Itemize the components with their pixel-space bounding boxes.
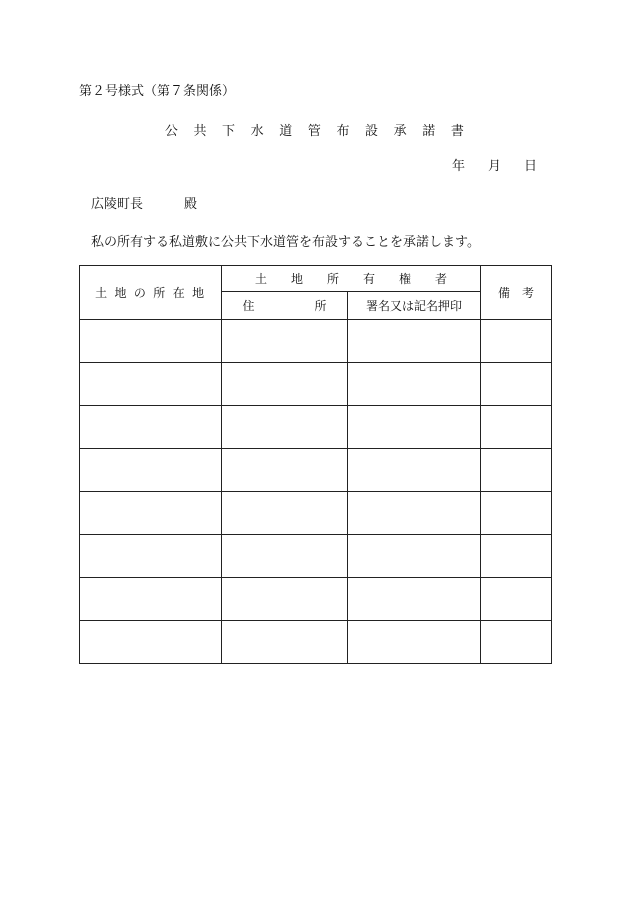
cell-land-location[interactable] xyxy=(80,363,222,406)
month-label: 月 xyxy=(488,159,502,174)
cell-signature[interactable] xyxy=(348,535,481,578)
cell-remarks[interactable] xyxy=(481,406,552,449)
cell-address[interactable] xyxy=(222,449,348,492)
cell-signature[interactable] xyxy=(348,406,481,449)
cell-land-location[interactable] xyxy=(80,492,222,535)
consent-statement: 私の所有する私道敷に公共下水道管を布設することを承諾します。 xyxy=(91,235,480,250)
cell-remarks[interactable] xyxy=(481,578,552,621)
cell-remarks[interactable] xyxy=(481,320,552,363)
addressee-name: 広陵町長 xyxy=(91,197,144,212)
table-row xyxy=(80,492,552,535)
addressee xyxy=(91,193,198,212)
header-signature: 署名又は記名押印 xyxy=(348,292,481,320)
cell-signature[interactable] xyxy=(348,449,481,492)
cell-signature[interactable] xyxy=(348,363,481,406)
cell-address[interactable] xyxy=(222,621,348,664)
cell-remarks[interactable] xyxy=(481,449,552,492)
table-row xyxy=(80,363,552,406)
cell-address[interactable] xyxy=(222,535,348,578)
table-row xyxy=(80,449,552,492)
cell-address[interactable] xyxy=(222,492,348,535)
header-address: 住 所 xyxy=(222,292,348,320)
cell-signature[interactable] xyxy=(348,320,481,363)
table-row xyxy=(80,621,552,664)
cell-address[interactable] xyxy=(222,406,348,449)
cell-signature[interactable] xyxy=(348,578,481,621)
table-row xyxy=(80,406,552,449)
cell-remarks[interactable] xyxy=(481,621,552,664)
cell-signature[interactable] xyxy=(348,621,481,664)
cell-land-location[interactable] xyxy=(80,406,222,449)
cell-land-location[interactable] xyxy=(80,578,222,621)
table-row xyxy=(80,578,552,621)
cell-land-location[interactable] xyxy=(80,535,222,578)
table-row xyxy=(80,320,552,363)
cell-signature[interactable] xyxy=(348,492,481,535)
consent-table xyxy=(79,265,552,664)
form-number: 第２号様式（第７条関係） xyxy=(79,84,236,99)
addressee-honorific: 殿 xyxy=(184,197,198,212)
cell-remarks[interactable] xyxy=(481,492,552,535)
cell-remarks[interactable] xyxy=(481,535,552,578)
table-row xyxy=(80,535,552,578)
document-title: 公 共 下 水 道 管 布 設 承 諾 書 xyxy=(164,124,466,139)
header-land-location: 土 地 の 所 在 地 xyxy=(80,266,222,320)
year-label: 年 xyxy=(452,159,466,174)
cell-address[interactable] xyxy=(222,363,348,406)
day-label: 日 xyxy=(524,159,538,174)
cell-remarks[interactable] xyxy=(481,363,552,406)
cell-land-location[interactable] xyxy=(80,449,222,492)
cell-land-location[interactable] xyxy=(80,621,222,664)
header-owner-group: 土 地 所 有 権 者 xyxy=(222,266,481,292)
header-remarks: 備 考 xyxy=(481,266,552,320)
cell-address[interactable] xyxy=(222,578,348,621)
cell-land-location[interactable] xyxy=(80,320,222,363)
cell-address[interactable] xyxy=(222,320,348,363)
